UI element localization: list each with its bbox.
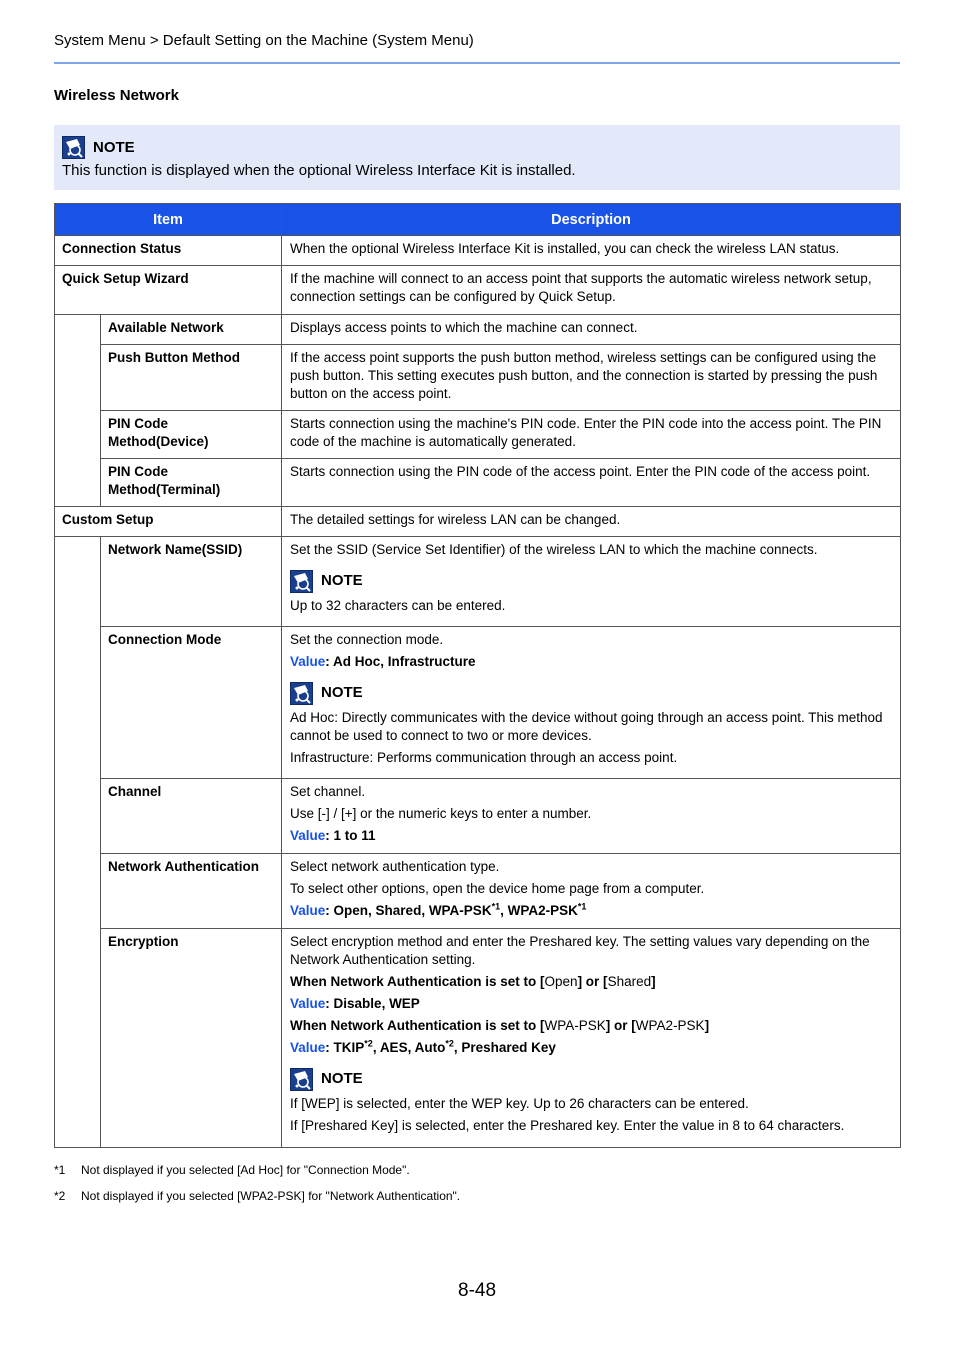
footnote-text: Not displayed if you selected [Ad Hoc] for "Connection Mode".	[81, 1163, 410, 1177]
note-icon	[290, 682, 313, 705]
note-text: This function is displayed when the optional Wireless Interface Kit is installed.	[62, 162, 576, 179]
item-description: Starts connection using the PIN code of the access point. Enter the PIN code of the access point.	[282, 459, 901, 507]
table-row-custom-setup	[55, 507, 901, 537]
table-row-network-name	[55, 537, 901, 627]
indent-cell	[55, 779, 101, 854]
footnote-mark: *1	[54, 1163, 66, 1177]
item-description: If the access point supports the push button method, wireless settings can be configured using the push button. This setting executes push button, and the connection is started by pressing the push button on the access point.	[282, 345, 901, 411]
table-row-quick-setup	[55, 266, 901, 315]
indent-cell	[55, 627, 101, 779]
item-description: Set the connection mode. Value: Ad Hoc, Infrastructure NOTE Ad Hoc: Directly communicates with the device without going through an access point. This method cannot be used to connect to two or more devices. Infrastructure: Performs communication through an access point.	[282, 627, 901, 779]
value-key: Value	[290, 1040, 326, 1055]
item-label: Connection Mode	[101, 627, 282, 779]
indent-cell	[55, 929, 101, 1148]
table-row-network-auth	[55, 854, 901, 929]
item-description: If the machine will connect to an access point that supports the automatic wireless network setup, connection settings can be configured by Quick Setup.	[282, 266, 901, 315]
inline-note: NOTE Up to 32 characters can be entered.	[290, 569, 893, 615]
value-key: Value	[290, 996, 326, 1011]
item-label: Available Network	[101, 315, 282, 345]
value-key: Value	[290, 654, 326, 669]
page-number: 8-48	[458, 1280, 497, 1301]
note-label: NOTE	[321, 1070, 363, 1087]
item-label: Quick Setup Wizard	[55, 266, 282, 315]
note-label: NOTE	[93, 138, 135, 156]
table-header-row	[55, 204, 901, 236]
table-row-channel	[55, 779, 901, 854]
item-label: Connection Status	[55, 236, 282, 266]
breadcrumb: System Menu > Default Setting on the Machine (System Menu)	[54, 32, 474, 49]
footnote	[54, 1189, 460, 1215]
item-label: Channel	[101, 779, 282, 854]
section-title: Wireless Network	[54, 87, 179, 104]
header-divider	[54, 62, 900, 64]
value-key: Value	[290, 828, 326, 843]
footnotes	[54, 1163, 460, 1215]
indent-cell	[55, 854, 101, 929]
column-header-description: Description	[282, 204, 901, 236]
item-description: Select encryption method and enter the Preshared key. The setting values vary depending on the Network Authentication setting. When Network Authentication is set to [Open] or [Shared] Value: Disable, WEP When Network Authentication is set to [WPA-PSK] or [WPA2-PSK] Value: TKIP$^{*2}$, AES, Auto$^{*2}$, Preshared Key NOTE If [WEP] is selected, enter the WEP key. Up to 26 characters can be entered. If [Preshared Key] is selected, enter the Preshared key. Enter the value in 8 to 64 characters.	[282, 929, 901, 1148]
item-description: The detailed settings for wireless LAN can be changed.	[282, 507, 901, 537]
table-row-pin-device	[55, 411, 901, 459]
inline-note: NOTE Ad Hoc: Directly communicates with the device without going through an access point. This method cannot be used to connect to two or more devices. Infrastructure: Performs communication through an access point.	[290, 681, 893, 767]
item-description: Set channel. Use [-] / [+] or the numeric keys to enter a number. Value: 1 to 11	[282, 779, 901, 854]
settings-table	[54, 203, 901, 1148]
column-header-item: Item	[55, 204, 282, 236]
item-description: Displays access points to which the machine can connect.	[282, 315, 901, 345]
item-label: PIN Code Method(Device)	[101, 411, 282, 459]
value-key: Value	[290, 903, 326, 918]
item-description: Starts connection using the machine's PIN code. Enter the PIN code into the access point. The PIN code of the machine is automatically generated.	[282, 411, 901, 459]
item-description: When the optional Wireless Interface Kit is installed, you can check the wireless LAN status.	[282, 236, 901, 266]
table-row-available-network	[55, 315, 901, 345]
indent-cell	[55, 315, 101, 345]
footnote	[54, 1163, 460, 1189]
item-description: Select network authentication type. To select other options, open the device home page from a computer. Value: Open, Shared, WPA-PSK$^{*1}$, WPA2-PSK$^{*1}$	[282, 854, 901, 929]
item-label: Network Name(SSID)	[101, 537, 282, 627]
item-label: Custom Setup	[55, 507, 282, 537]
item-label: PIN Code Method(Terminal)	[101, 459, 282, 507]
item-label: Network Authentication	[101, 854, 282, 929]
note-header	[62, 135, 892, 159]
note-label: NOTE	[321, 684, 363, 701]
indent-cell	[55, 459, 101, 507]
indent-cell	[55, 411, 101, 459]
item-label: Encryption	[101, 929, 282, 1148]
table-row-encryption	[55, 929, 901, 1148]
note-box	[54, 125, 900, 190]
note-label: NOTE	[321, 572, 363, 589]
footnote-mark: *2	[54, 1189, 66, 1203]
item-description: Set the SSID (Service Set Identifier) of the wireless LAN to which the machine connects. NOTE Up to 32 characters can be entered.	[282, 537, 901, 627]
table-row-connection-status	[55, 236, 901, 266]
item-label: Push Button Method	[101, 345, 282, 411]
note-icon	[290, 570, 313, 593]
footnote-text: Not displayed if you selected [WPA2-PSK] for "Network Authentication".	[81, 1189, 461, 1203]
note-icon	[62, 136, 85, 159]
table-row-connection-mode	[55, 627, 901, 779]
table-row-push-button	[55, 345, 901, 411]
inline-note: NOTE If [WEP] is selected, enter the WEP key. Up to 26 characters can be entered. If [Preshared Key] is selected, enter the Preshared key. Enter the value in 8 to 64 characters.	[290, 1067, 893, 1135]
table-row-pin-terminal	[55, 459, 901, 507]
indent-cell	[55, 537, 101, 627]
indent-cell	[55, 345, 101, 411]
note-icon	[290, 1068, 313, 1091]
